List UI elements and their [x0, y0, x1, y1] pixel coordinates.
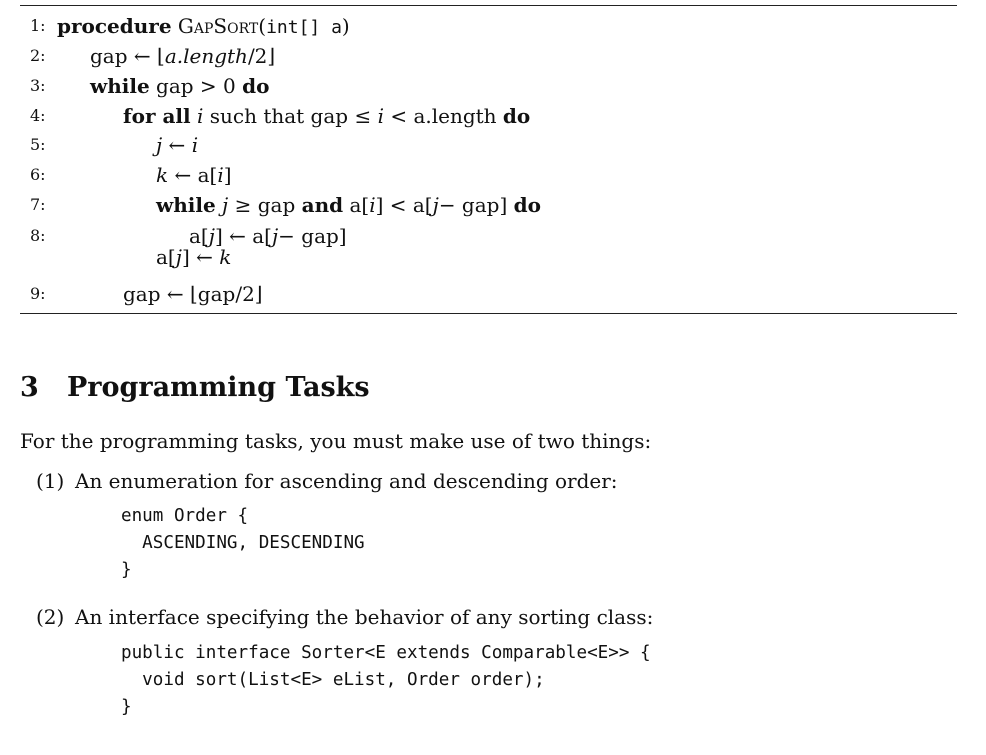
code-segment: for all	[123, 104, 191, 128]
line-code	[90, 72, 269, 100]
line-number: 6:	[30, 165, 46, 184]
section-number: 3	[20, 372, 39, 403]
code-segment: procedure	[57, 14, 172, 38]
code-segment: /2⌋	[247, 44, 276, 68]
code-segment: and	[301, 193, 344, 217]
code-segment: such that gap ≤	[203, 104, 378, 128]
code-segment: k	[219, 245, 232, 269]
line-code	[90, 42, 275, 70]
code-segment: j	[156, 133, 163, 157]
algorithm-line	[0, 12, 940, 40]
code-segment: gap ← ⌊	[90, 44, 165, 68]
code-segment: ←	[162, 133, 192, 157]
code-segment: k	[156, 163, 169, 187]
line-code	[156, 161, 232, 189]
code-segment: gap ← ⌊gap/2⌋	[123, 282, 263, 306]
intro-paragraph: For the programming tasks, you must make use of two things:	[20, 429, 652, 453]
code-segment: − gap]	[278, 224, 347, 248]
code-segment: do	[513, 193, 541, 217]
code-segment: j	[432, 193, 439, 217]
code-segment: gap > 0	[149, 74, 243, 98]
line-number: 8:	[30, 226, 46, 245]
code-segment: < a.length	[383, 104, 503, 128]
line-number: 3:	[30, 76, 46, 95]
algorithm-bottom-rule	[20, 313, 957, 314]
code-segment: ]	[223, 163, 232, 187]
algorithm-line	[0, 131, 940, 159]
code-segment: (	[258, 14, 267, 38]
section-title: Programming Tasks	[67, 372, 370, 403]
code-segment: ← a[	[168, 163, 218, 187]
code-segment: − gap]	[438, 193, 514, 217]
code-segment: i	[377, 104, 384, 128]
code-segment: j	[175, 245, 182, 269]
code-segment: a[	[189, 224, 209, 248]
algorithm-line	[0, 161, 940, 189]
algorithm-line	[0, 102, 940, 130]
algorithm-block	[0, 0, 986, 320]
code-segment: ≥ gap	[228, 193, 302, 217]
code-segment: while	[156, 193, 216, 217]
list-item	[36, 603, 653, 631]
algorithm-line	[0, 42, 940, 70]
code-segment: i	[217, 163, 224, 187]
code-segment: do	[242, 74, 270, 98]
code-segment: j	[271, 224, 279, 248]
code-segment: j	[222, 193, 229, 217]
code-segment: GapSort	[177, 14, 259, 38]
line-number: 2:	[30, 46, 46, 65]
code-segment: i	[196, 104, 204, 128]
line-number: 5:	[30, 135, 46, 154]
line-number: 4:	[30, 106, 46, 125]
code-segment: a[	[156, 245, 176, 269]
line-code	[123, 102, 530, 130]
algorithm-line	[0, 191, 940, 219]
code-segment: while	[90, 74, 150, 98]
algorithm-line	[0, 243, 940, 271]
code-segment: a[	[343, 193, 370, 217]
code-segment: j	[208, 224, 215, 248]
list-item-marker: (2)	[36, 605, 65, 629]
code-segment: ] ← a[	[214, 224, 272, 248]
code-segment: do	[502, 104, 531, 128]
code-segment: i	[191, 133, 199, 157]
code-segment: i	[369, 193, 376, 217]
line-code	[156, 191, 541, 219]
list-item	[36, 467, 618, 495]
line-number: 1:	[30, 16, 46, 35]
line-number: 7:	[30, 195, 46, 214]
code-segment: ] ←	[181, 245, 220, 269]
algorithm-line	[0, 72, 940, 100]
line-code	[123, 280, 263, 308]
list-item-text: An interface specifying the behavior of any sorting class:	[75, 605, 654, 629]
code-block-enum: enum Order { ASCENDING, DESCENDING }	[121, 506, 365, 580]
line-code	[57, 12, 350, 42]
line-code	[156, 131, 198, 159]
algorithm-line	[0, 280, 940, 308]
code-segment: ] < a[	[375, 193, 433, 217]
section-heading	[20, 368, 370, 408]
code-segment: int[] a	[266, 17, 342, 38]
code-segment: a.length	[164, 44, 248, 68]
list-item-marker: (1)	[36, 469, 65, 493]
line-code	[156, 243, 231, 271]
list-item-text: An enumeration for ascending and descending order:	[75, 469, 618, 493]
code-block-interface: public interface Sorter<E extends Comparable<E>> { void sort(List<E> eList, Order order); }	[121, 643, 651, 717]
line-number: 9:	[30, 284, 46, 303]
code-segment: )	[341, 14, 350, 38]
